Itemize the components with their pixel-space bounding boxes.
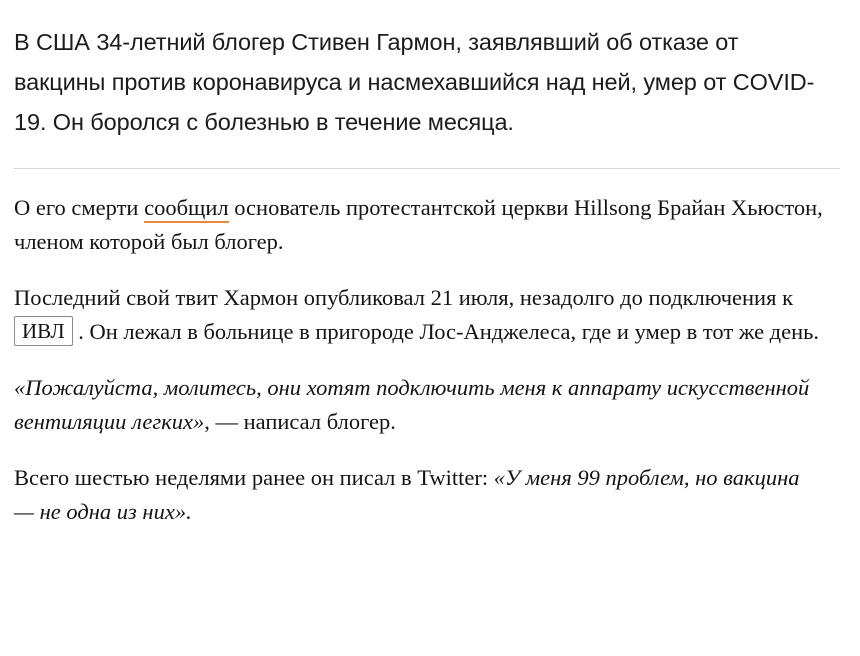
paragraph-1-text-before: О его смерти [14,195,145,220]
section-divider [14,168,840,169]
boxed-term-ivl[interactable]: ИВЛ [14,316,73,346]
blogger-quote-1: «Пожалуйста, молитесь, они хотят подключить меня к аппарату искусственной вентиляции легких» [14,375,810,434]
article-paragraph-2 [14,281,824,349]
article-paragraph-1 [14,191,824,259]
article-lead: В США 34-летний блогер Стивен Гармон, заявлявший об отказе от вакцины против коронавируса и насмехавшийся над ней, умер от COVID-19. Он боролся с болезнью в течение месяца. [14,29,815,135]
paragraph-4-text-before: Всего шестью неделями ранее он писал в Twitter: [14,465,494,490]
paragraph-3-attribution: , — написал блогер. [204,409,396,434]
article-paragraph-3 [14,371,824,439]
blogger-quote-2: «У меня 99 проблем, но вакцина — не одна из них». [14,465,800,524]
paragraph-2-text-before: Последний свой твит Хармон опубликовал 21 июля, незадолго до подключения к [14,285,793,310]
paragraph-2-text-after: . Он лежал в больнице в пригороде Лос-Анджелеса, где и умер в тот же день. [72,319,820,344]
source-link[interactable]: сообщил [144,195,229,223]
paragraph-1-text-after: основатель протестантской церкви Hillsong Брайан Хьюстон, членом которой был блогер. [14,195,823,254]
article-paragraph-4 [14,461,824,529]
